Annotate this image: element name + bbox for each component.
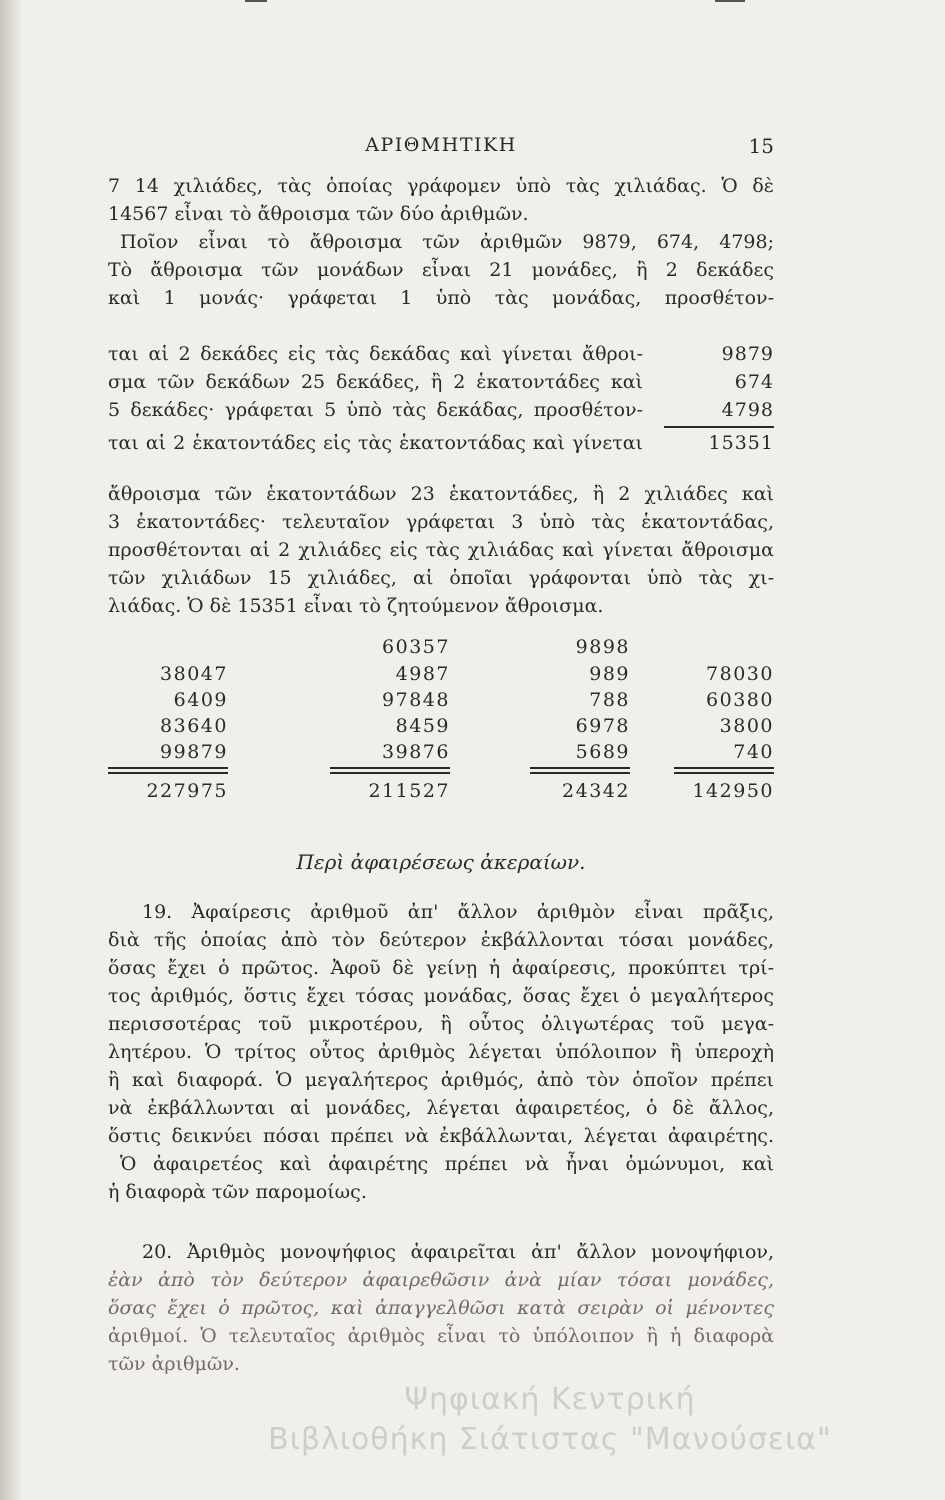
text-line: διὰ τῆς ὁποίας ἀπὸ τὸν δεύτερον ἐκβάλλονται τόσαι μονάδες, xyxy=(108,929,774,951)
text-line: ἡ διαφορὰ τῶν παρομοίως. xyxy=(108,1181,367,1203)
addend: 788 xyxy=(589,689,630,711)
example-addition xyxy=(664,340,774,424)
text-line: προσθέτονται αἱ 2 χιλιάδες εἰς τὰς χιλιάδας καὶ γίνεται ἄθροισμα xyxy=(108,539,774,561)
text-line: ἀριθμοί. Ὁ τελευταῖος ἀριθμὸς εἶναι τὸ ὑπόλοιπον ἢ ἡ διαφορὰ xyxy=(108,1325,774,1347)
explanation-paragraph xyxy=(108,480,774,625)
scan-mark xyxy=(245,0,267,2)
sum-total: 24342 xyxy=(562,780,630,802)
text-line: ἄθροισμα τῶν ἑκατοντάδων 23 ἑκατοντάδες, ἢ 2 χιλιάδες καὶ xyxy=(108,483,774,505)
addend: 78030 xyxy=(706,663,774,685)
text-line: ἢ καὶ διαφορά. Ὁ μεγαλήτερος ἀριθμός, ἀπὸ τὸν ὁποῖον πρέπει xyxy=(108,1069,774,1091)
addend: 8459 xyxy=(395,715,450,737)
text-line: 20. Ἀριθμὸς μονοψήφιος ἀφαιρεῖται ἀπ' ἄλλον μονοψήφιον, xyxy=(142,1241,774,1263)
text-line: 7 14 χιλιάδες, τὰς ὁποίας γράφομεν ὑπὸ τὰς χιλιάδας. Ὁ δὲ xyxy=(108,175,774,197)
example-addend: 9879 xyxy=(721,343,774,365)
intro-paragraph xyxy=(108,172,774,317)
text-line: σμα τῶν δεκάδων 25 δεκάδες, ἢ 2 ἑκατοντάδες καὶ xyxy=(108,371,643,393)
text-line: 3 ἑκατοντάδες· τελευταῖον γράφεται 3 ὑπὸ τὰς ἑκατοντάδας, xyxy=(108,511,774,533)
sum-rule xyxy=(108,772,228,774)
scan-mark xyxy=(715,0,745,2)
text-line: ὅσας ἔχει ὁ πρῶτος, καὶ ἀπαγγελθῶσι κατὰ σειρὰν οἱ μένοντες xyxy=(108,1297,774,1319)
sum-rule xyxy=(330,772,450,774)
addition-exercises xyxy=(108,634,774,844)
sum-rule xyxy=(530,767,630,769)
worked-example xyxy=(108,340,774,460)
addend: 38047 xyxy=(160,663,228,685)
sum-rule xyxy=(530,772,630,774)
sum-rule xyxy=(674,767,774,769)
running-title: ΑΡΙΘΜΗΤΙΚΗ xyxy=(365,134,517,156)
text-line: τος ἀριθμός, ὅστις ἔχει τόσας μονάδας, ὅσας ἔχει ὁ μεγαλήτερος xyxy=(108,985,774,1007)
section-19 xyxy=(108,898,774,1218)
text-line: λιάδας. Ὁ δὲ 15351 εἶναι τὸ ζητούμενον ἄθροισμα. xyxy=(108,595,604,617)
text-line: 14567 εἶναι τὸ ἄθροισμα τῶν δύο ἀριθμῶν. xyxy=(108,203,529,225)
addend: 5689 xyxy=(575,741,630,763)
text-line: ται αἱ 2 ἑκατοντάδες εἰς τὰς ἑκατοντάδας καὶ γίνεται xyxy=(108,432,643,454)
sum-rule xyxy=(108,767,228,769)
addend: 740 xyxy=(733,741,774,763)
addend: 6409 xyxy=(173,689,228,711)
addend: 97848 xyxy=(382,689,450,711)
text-line: περισσοτέρας τοῦ μικροτέρου, ἢ οὗτος ὀλιγωτέρας τοῦ μεγα- xyxy=(108,1013,774,1035)
library-watermark xyxy=(200,1380,900,1460)
page-number: 15 xyxy=(748,134,774,158)
text-line: λητέρου. Ὁ τρίτος οὗτος ἀριθμὸς λέγεται ὑπόλοιπον ἢ ὑπεροχὴ xyxy=(108,1041,774,1063)
page-header xyxy=(108,134,774,164)
example-addend: 674 xyxy=(734,371,774,393)
text-line: Τὸ ἄθροισμα τῶν μονάδων εἶναι 21 μονάδες, ἢ 2 δεκάδες xyxy=(108,259,774,281)
text-line: καὶ 1 μονάς· γράφεται 1 ὑπὸ τὰς μονάδας, προσθέτον- xyxy=(108,287,774,309)
page-edge-shadow xyxy=(0,0,22,1500)
sum-rule xyxy=(664,426,774,428)
text-line: Ποῖον εἶναι τὸ ἄθροισμα τῶν ἀριθμῶν 9879, 674, 4798; xyxy=(120,231,774,253)
sum-total: 211527 xyxy=(368,780,450,802)
example-sum: 15351 xyxy=(708,432,774,454)
addend: 3800 xyxy=(719,715,774,737)
addend: 6978 xyxy=(575,715,630,737)
section-20 xyxy=(108,1238,774,1388)
addend: 60380 xyxy=(706,689,774,711)
sum-rule xyxy=(330,767,450,769)
watermark-line: Ψηφιακή Κεντρική xyxy=(404,1382,696,1417)
text-line: 19. Ἀφαίρεσις ἀριθμοῦ ἀπ' ἄλλον ἀριθμὸν εἶναι πρᾶξις, xyxy=(142,901,774,923)
example-addend: 4798 xyxy=(721,399,774,421)
addend: 60357 xyxy=(382,636,450,658)
text-line: νὰ ἐκβάλλωνται αἱ μονάδες, λέγεται ἀφαιρετέος, ὁ δὲ ἄλλος, xyxy=(108,1097,774,1119)
section-heading: Περὶ ἀφαιρέσεως ἀκεραίων. xyxy=(296,850,586,874)
text-line: τῶν χιλιάδων 15 χιλιάδες, αἱ ὁποῖαι γράφονται ὑπὸ τὰς χι- xyxy=(108,567,774,589)
addend: 4987 xyxy=(395,663,450,685)
text-line: Ὁ ἀφαιρετέος καὶ ἀφαιρέτης πρέπει νὰ ἦναι ὁμώνυμοι, καὶ xyxy=(120,1153,774,1175)
sum-total: 227975 xyxy=(146,780,228,802)
addend: 99879 xyxy=(160,741,228,763)
sum-total: 142950 xyxy=(692,780,774,802)
text-line: τῶν ἀριθμῶν. xyxy=(108,1353,240,1375)
addend: 39876 xyxy=(382,741,450,763)
text-line: ται αἱ 2 δεκάδες εἰς τὰς δεκάδας καὶ γίνεται ἄθροι- xyxy=(108,343,643,365)
addend: 989 xyxy=(589,663,630,685)
text-line: ὅσας ἔχει ὁ πρῶτος. Ἀφοῦ δὲ γείνῃ ἡ ἀφαίρεσις, προκύπτει τρί- xyxy=(108,957,774,979)
sum-rule xyxy=(674,772,774,774)
text-line: 5 δεκάδες· γράφεται 5 ὑπὸ τὰς δεκάδας, προσθέτον- xyxy=(108,399,643,421)
addend: 83640 xyxy=(160,715,228,737)
addend: 9898 xyxy=(575,636,630,658)
watermark-line: Βιβλιοθήκη Σιάτιστας "Μανούσεια" xyxy=(268,1422,832,1457)
text-line: ὅστις δεικνύει πόσαι πρέπει νὰ ἐκβάλλωνται, λέγεται ἀφαιρέτης. xyxy=(108,1125,774,1147)
text-line: ἐὰν ἀπὸ τὸν δεύτερον ἀφαιρεθῶσιν ἀνὰ μίαν τόσαι μονάδες, xyxy=(108,1269,774,1291)
